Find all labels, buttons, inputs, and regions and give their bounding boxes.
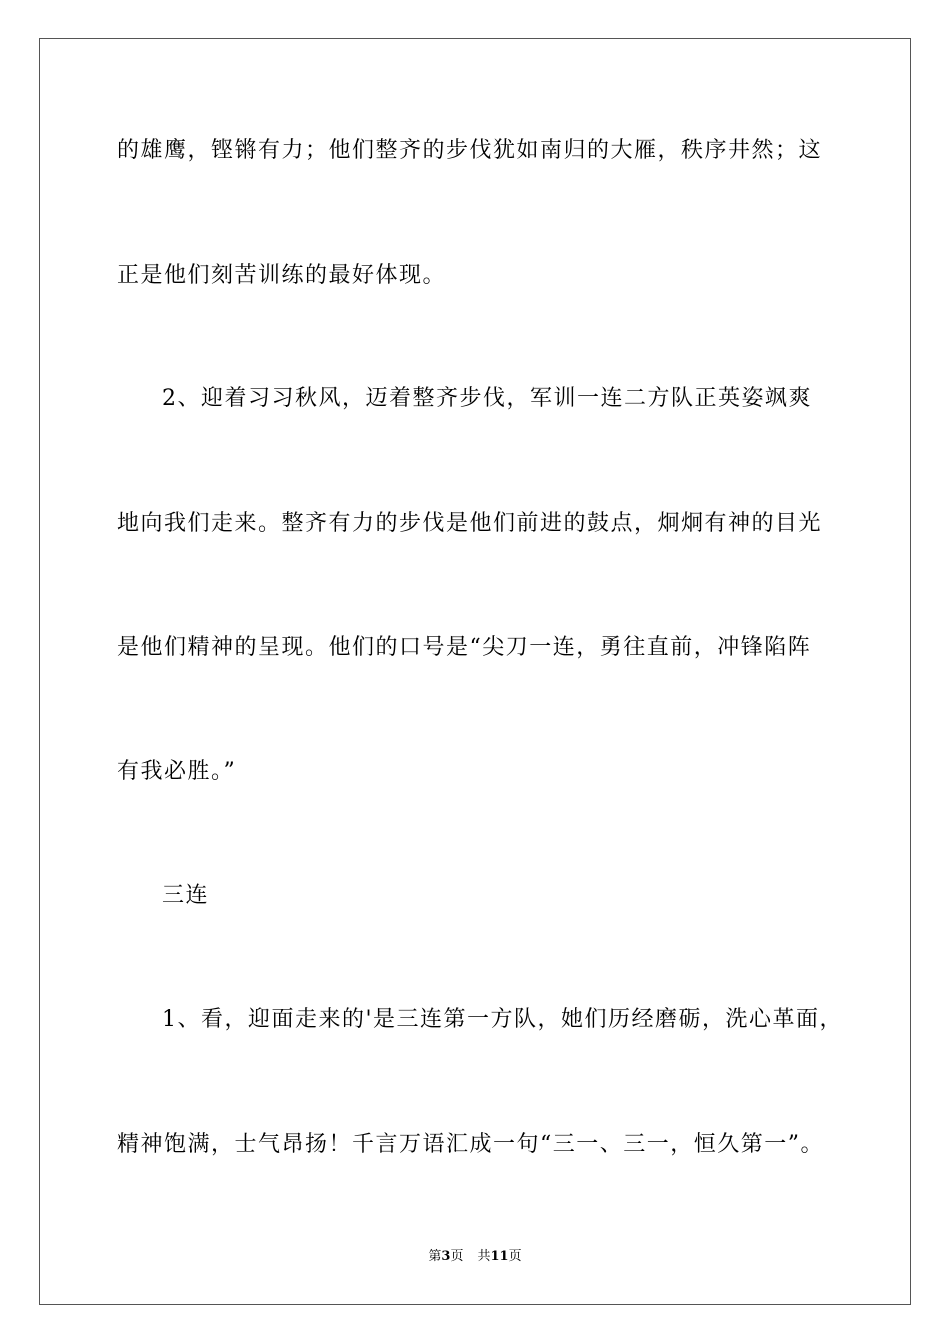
text-line-9: 精神饱满，士气昂扬！千言万语汇成一句“三一、三一，恒久第一”。: [117, 1132, 824, 1157]
text-line-2: 正是他们刻苦训练的最好体现。: [117, 263, 447, 288]
text-line-8: 1、看，迎面走来的'是三连第一方队，她们历经磨砺，洗心革面，: [162, 1007, 844, 1032]
page-suffix: 页: [450, 1249, 464, 1264]
text-line-6: 有我必胜。”: [117, 759, 237, 784]
page-footer: [0, 1248, 950, 1266]
text-line-1: 的雄鹰，铿锵有力；他们整齐的步伐犹如南归的大雁，秩序井然；这: [117, 138, 823, 163]
page-number: 3: [441, 1249, 451, 1264]
section-heading: 三连: [162, 883, 210, 908]
total-prefix: 共: [477, 1249, 491, 1264]
text-line-3: 2、迎着习习秋风，迈着整齐步伐，军训一连二方队正英姿飒爽: [162, 386, 812, 411]
page-prefix: 第: [428, 1249, 442, 1264]
total-suffix: 页: [508, 1249, 522, 1264]
total-pages: 11: [490, 1249, 509, 1264]
page-border: [39, 38, 911, 1305]
text-line-5: 是他们精神的呈现。他们的口号是“尖刀一连，勇往直前，冲锋陷阵: [117, 635, 812, 660]
text-line-4: 地向我们走来。整齐有力的步伐是他们前进的鼓点，炯炯有神的目光: [117, 511, 823, 536]
